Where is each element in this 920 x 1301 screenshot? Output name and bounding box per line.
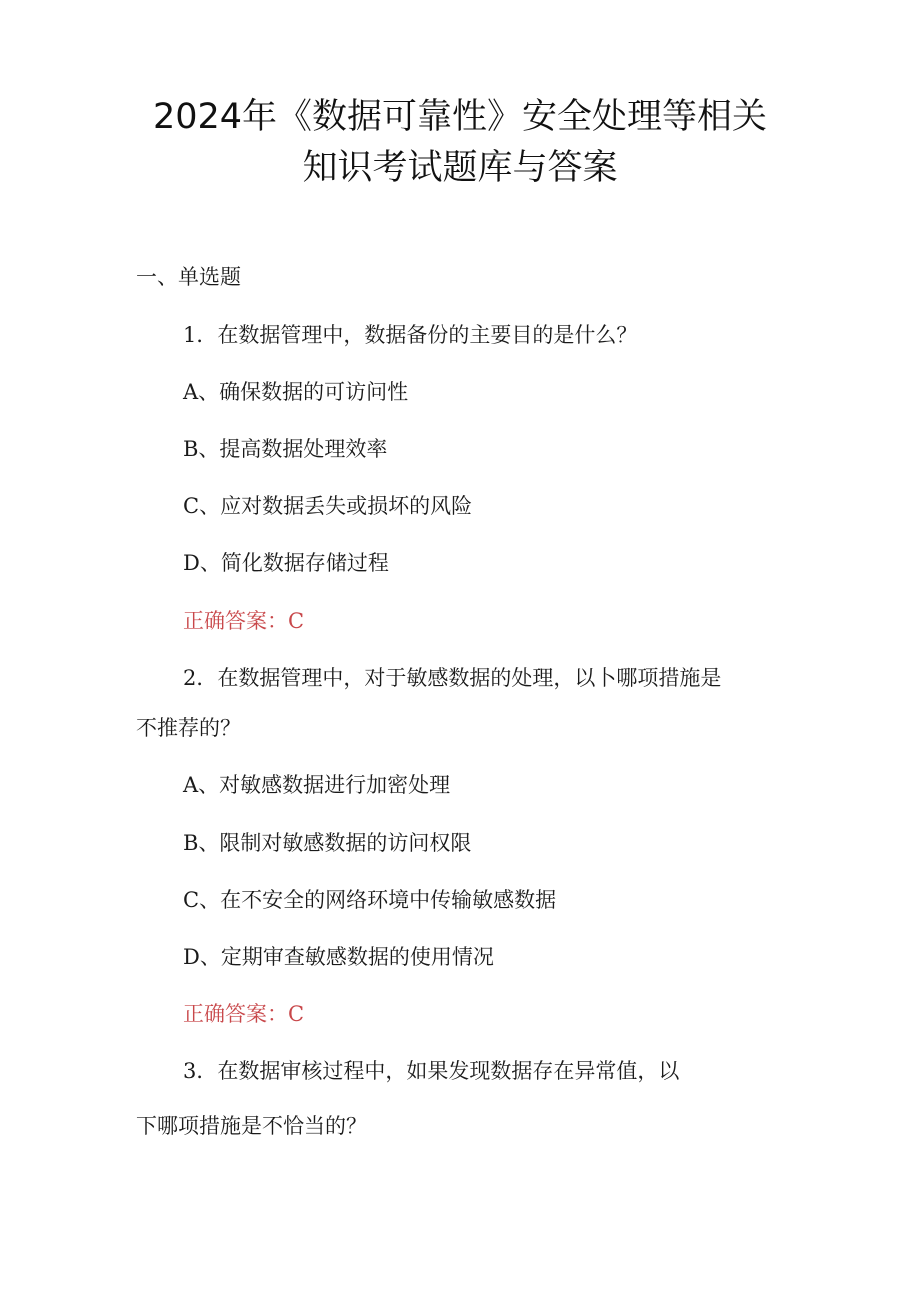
question-2-option-c: C、在不安全的网络环境中传输敏感数据 [183, 888, 557, 912]
question-1-answer: 正确答案：C [183, 609, 305, 633]
question-2-option-a: A、对敏感数据进行加密处理 [183, 773, 451, 797]
question-1-option-b: B、提高数据处理效率 [183, 437, 388, 461]
question-2-stem-continuation: 不推荐的？ [136, 716, 241, 740]
question-2-number: 2 [183, 666, 197, 690]
question-3-stem [183, 1056, 679, 1086]
question-3-number: 3 [183, 1059, 197, 1083]
question-3-text: ．在数据审核过程中，如果发现数据存在异常值，以 [196, 1059, 680, 1083]
question-1-option-d: D、简化数据存储过程 [183, 551, 389, 575]
section-heading: 一、单选题 [136, 265, 241, 289]
question-1-text: ．在数据管理中，数据备份的主要目的是什么？ [196, 323, 638, 347]
document-title-line-1: 2024年《数据可靠性》安全处理等相关 [152, 97, 768, 137]
question-2-answer: 正确答案：C [183, 1002, 305, 1026]
question-2-option-d: D、定期审查敏感数据的使用情况 [183, 945, 494, 969]
question-3-stem-continuation: 下哪项措施是不恰当的？ [136, 1114, 367, 1138]
question-1-number: 1 [183, 323, 197, 347]
question-2-stem [183, 663, 721, 693]
question-1-option-c: C、应对数据丢失或损坏的风险 [183, 494, 473, 518]
question-2-option-b: B、限制对敏感数据的访问权限 [183, 831, 472, 855]
question-1-option-a: A、确保数据的可访问性 [183, 380, 409, 404]
document-title-line-2: 知识考试题库与答案 [302, 148, 618, 188]
question-1-stem [183, 320, 637, 350]
question-2-text: ．在数据管理中，对于敏感数据的处理，以卜哪项措施是 [196, 666, 722, 690]
